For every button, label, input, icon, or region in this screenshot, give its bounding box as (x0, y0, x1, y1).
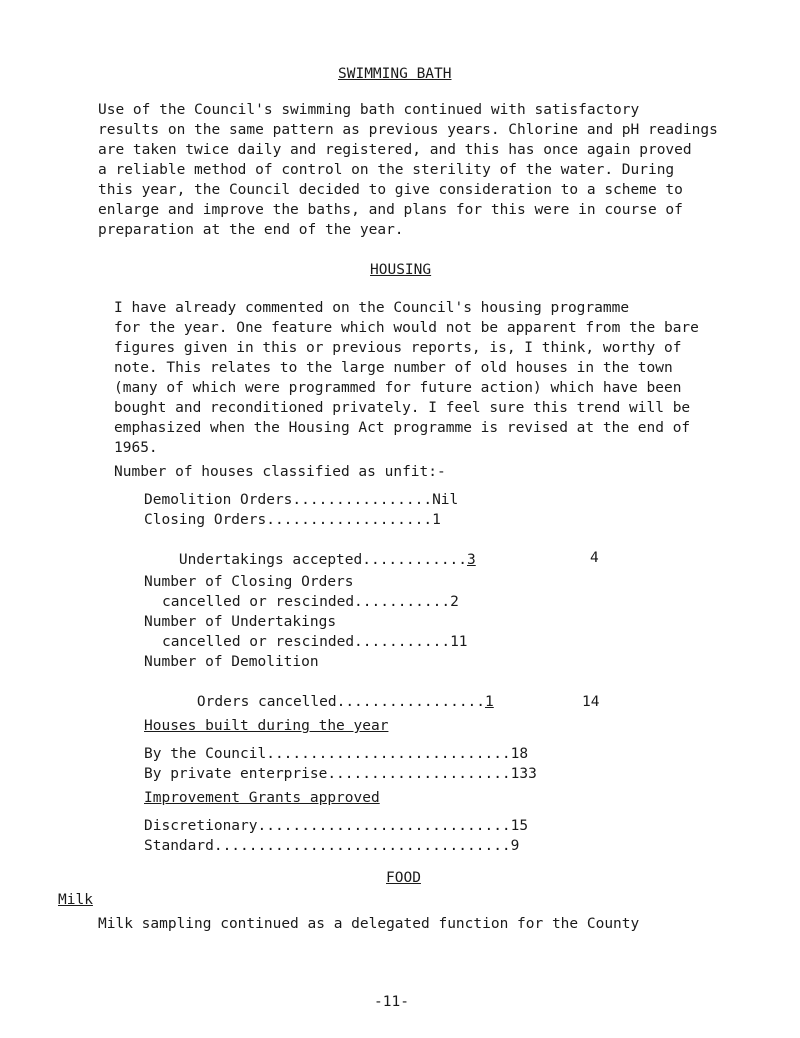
undertakings-value: 3 (467, 552, 476, 568)
built-by-council-line: By the Council............................18 (144, 746, 529, 762)
cancelled-closing-line-1: Number of Closing Orders (144, 574, 354, 590)
grants-standard-line: Standard..................................9 (144, 838, 520, 854)
swimming-bath-heading: SWIMMING BATH (338, 66, 452, 82)
unfit-intro: Number of houses classified as unfit:- (114, 464, 446, 480)
closing-orders-line: Closing Orders...................1 (144, 512, 441, 528)
swimming-bath-paragraph: Use of the Council's swimming bath continued with satisfactory results on the same pattern as previous years. Chlorine and pH readings are taken twice daily and registered, and this has once again proved a reliable method of control on the sterility of the water. During this year, the Council decided to give consideration to a scheme to enlarge and improve the baths, and plans for this were in course of preparation at the end of the year. (98, 102, 718, 238)
unfit-total: 4 (590, 550, 599, 566)
cancelled-demolition-value: 1 (485, 694, 494, 710)
milk-heading: Milk (58, 892, 93, 908)
cancelled-undertakings-line-2: cancelled or rescinded...........11 (162, 634, 468, 650)
cancelled-demolition-label: Orders cancelled................. (196, 694, 486, 710)
food-heading: FOOD (386, 870, 421, 886)
cancelled-total: 14 (582, 694, 600, 710)
cancelled-demolition-line-1: Number of Demolition (144, 654, 319, 670)
housing-heading: HOUSING (370, 262, 432, 278)
cancelled-closing-line-2: cancelled or rescinded...........2 (162, 594, 459, 610)
housing-paragraph: I have already commented on the Council's housing programme for the year. One feature which would not be apparent from the bare figures given in this or previous reports, is, I think, worthy of note. This relates to the large number of old houses in the town (many of which were programmed for future action) which have been bought and reconditioned privately. I feel sure this trend will be emphasized when the Housing Act programme is revised at the end of 1965. (114, 300, 699, 456)
built-by-private-line: By private enterprise.....................133 (144, 766, 537, 782)
page-number: -11- (374, 994, 409, 1010)
cancelled-undertakings-line-1: Number of Undertakings (144, 614, 337, 630)
grants-discretionary-line: Discretionary.............................15 (144, 818, 529, 834)
milk-paragraph: Milk sampling continued as a delegated function for the County (98, 916, 640, 932)
demolition-orders-line: Demolition Orders................Nil (144, 492, 459, 508)
houses-built-heading: Houses built during the year (144, 718, 389, 734)
undertakings-label: Undertakings accepted............ (178, 552, 468, 568)
improvement-grants-heading: Improvement Grants approved (144, 790, 380, 806)
